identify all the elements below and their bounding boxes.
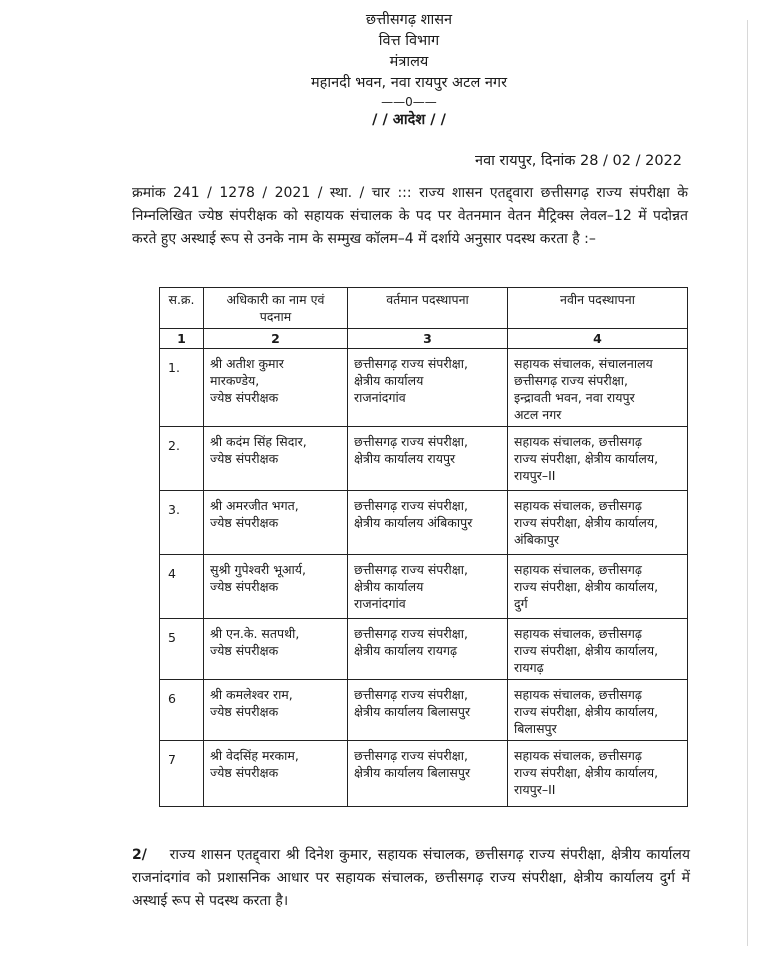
new-posting-line: राज्य संपरीक्षा, क्षेत्रीय कार्यालय,	[514, 765, 659, 780]
current-posting	[348, 619, 508, 680]
new-posting	[508, 349, 688, 427]
new-posting-line: सहायक संचालक, छत्तीसगढ़	[514, 748, 642, 763]
separator: ——0——	[381, 95, 437, 109]
column-number-row	[160, 329, 688, 349]
table-row	[160, 619, 688, 680]
serial-number: 6	[160, 680, 204, 741]
current-posting	[348, 680, 508, 741]
ministry-name: मंत्रालय	[389, 54, 429, 70]
paragraph-number: 2/	[132, 847, 147, 863]
government-name: छत्तीसगढ़ शासन	[365, 12, 453, 28]
new-posting	[508, 741, 688, 807]
new-posting-line: दुर्ग	[514, 596, 528, 611]
header-name: अधिकारी का नाम एवं पदनाम	[204, 288, 348, 329]
new-posting-line: इन्द्रावती भवन, नवा रायपुर	[514, 390, 635, 405]
col-number: 3	[348, 329, 508, 349]
header-new-posting: नवीन पदस्थापना	[508, 288, 688, 329]
officer-name-line: मारकण्डेय,	[210, 373, 260, 388]
current-posting	[348, 349, 508, 427]
officer-name-line: श्री वेदसिंह मरकाम,	[210, 748, 299, 763]
new-posting	[508, 619, 688, 680]
serial-number: 3.	[160, 491, 204, 555]
serial-number: 5	[160, 619, 204, 680]
new-posting-line: सहायक संचालक, छत्तीसगढ़	[514, 626, 642, 641]
current-posting	[348, 741, 508, 807]
new-posting-line: राज्य संपरीक्षा, क्षेत्रीय कार्यालय,	[514, 643, 659, 658]
new-posting-line: छत्तीसगढ़ राज्य संपरीक्षा,	[514, 373, 628, 388]
officer-name	[204, 349, 348, 427]
officer-name-line: ज्येष्ठ संपरीक्षक	[210, 579, 279, 594]
officer-name-line: श्री कमलेश्वर राम,	[210, 687, 293, 702]
table-row	[160, 555, 688, 619]
order-paragraph-2	[132, 844, 690, 913]
current-posting-line: छत्तीसगढ़ राज्य संपरीक्षा,	[354, 748, 468, 763]
new-posting-line: बिलासपुर	[514, 721, 557, 736]
current-posting-line: छत्तीसगढ़ राज्य संपरीक्षा,	[354, 434, 468, 449]
officer-name-line: श्री अतीश कुमार	[210, 356, 284, 371]
table-row	[160, 680, 688, 741]
new-posting-line: सहायक संचालक, छत्तीसगढ़	[514, 434, 642, 449]
current-posting-line: क्षेत्रीय कार्यालय बिलासपुर	[354, 765, 471, 780]
col-number: 4	[508, 329, 688, 349]
current-posting	[348, 427, 508, 491]
order-title: / / आदेश / /	[372, 112, 446, 128]
new-posting-line: रायपुर–II	[514, 468, 556, 483]
current-posting	[348, 555, 508, 619]
letterhead	[0, 10, 768, 131]
table-header-row	[160, 288, 688, 329]
current-posting-line: क्षेत्रीय कार्यालय	[354, 373, 424, 388]
current-posting-line: राजनांदगांव	[354, 596, 406, 611]
serial-number: 4	[160, 555, 204, 619]
current-posting-line: छत्तीसगढ़ राज्य संपरीक्षा,	[354, 498, 468, 513]
officer-name	[204, 491, 348, 555]
col-number: 1	[160, 329, 204, 349]
new-posting	[508, 680, 688, 741]
new-posting-line: रायगढ़	[514, 660, 544, 675]
current-posting-line: क्षेत्रीय कार्यालय	[354, 579, 424, 594]
officer-name	[204, 619, 348, 680]
table-row	[160, 491, 688, 555]
current-posting-line: क्षेत्रीय कार्यालय रायगढ़	[354, 643, 458, 658]
officer-name	[204, 741, 348, 807]
table-body	[160, 349, 688, 807]
new-posting-line: सहायक संचालक, छत्तीसगढ़	[514, 687, 642, 702]
officer-name	[204, 680, 348, 741]
new-posting-line: राज्य संपरीक्षा, क्षेत्रीय कार्यालय,	[514, 704, 659, 719]
new-posting-line: राज्य संपरीक्षा, क्षेत्रीय कार्यालय,	[514, 515, 659, 530]
page-edge-line	[747, 20, 748, 946]
current-posting-line: क्षेत्रीय कार्यालय बिलासपुर	[354, 704, 471, 719]
order-paragraph-1: क्रमांक 2‌4‌1 / 1278 / 2021 / स्था. / चार ::: राज्य शासन एतद्द्वारा छत्तीसगढ़ राज्य संपरीक्षा के निम्नलिखित ज्येष्ठ संपरीक्षक को सहायक संचालक के पद पर वेतनमान वेतन मैट्रिक्स लेवल–12 में पदोन्नत करते हुए अस्थाई रूप से उनके नाम के सम्मुख कॉलम–4 में दर्शाये अनुसार पदस्थ करता है :–	[132, 185, 688, 247]
officer-name-line: सुश्री गुपेश्वरी भूआर्य,	[210, 562, 307, 577]
department-name: वित्त विभाग	[378, 33, 440, 49]
new-posting-line: रायपुर–II	[514, 782, 556, 797]
current-posting-line: राजनांदगांव	[354, 390, 406, 405]
current-posting-line: क्षेत्रीय कार्यालय अंबिकापुर	[354, 515, 473, 530]
current-posting-line: छत्तीसगढ़ राज्य संपरीक्षा,	[354, 626, 468, 641]
officer-name-line: ज्येष्ठ संपरीक्षक	[210, 515, 279, 530]
new-posting-line: सहायक संचालक, छत्तीसगढ़	[514, 562, 642, 577]
table-row	[160, 349, 688, 427]
new-posting-line: अटल नगर	[514, 407, 562, 422]
serial-number: 1.	[160, 349, 204, 427]
address-line: महानदी भवन, नवा रायपुर अटल नगर	[310, 75, 508, 91]
table-row	[160, 741, 688, 807]
current-posting	[348, 491, 508, 555]
paragraph-text: राज्य शासन एतद्द्वारा श्री दिनेश कुमार, सहायक संचालक, छत्तीसगढ़ राज्य संपरीक्षा, क्षेत्रीय कार्यालय राजनांदगांव को प्रशासनिक आधार पर सहायक संचालक, छत्तीसगढ़ राज्य संपरीक्षा, क्षेत्रीय कार्यालय दुर्ग में अस्थाई रूप से पदस्थ करता है।	[132, 847, 690, 909]
officer-name-line: श्री कदंम सिंह सिदार,	[210, 434, 307, 449]
header-sno: स.क्र.	[160, 288, 204, 329]
new-posting-line: सहायक संचालक, संचालनालय	[514, 356, 653, 371]
table-row	[160, 427, 688, 491]
col-number: 2	[204, 329, 348, 349]
serial-number: 2.	[160, 427, 204, 491]
new-posting	[508, 427, 688, 491]
current-posting-line: छत्तीसगढ़ राज्य संपरीक्षा,	[354, 687, 468, 702]
officer-name-line: ज्येष्ठ संपरीक्षक	[210, 451, 279, 466]
officer-name-line: ज्येष्ठ संपरीक्षक	[210, 765, 279, 780]
current-posting-line: छत्तीसगढ़ राज्य संपरीक्षा,	[354, 356, 468, 371]
officer-name	[204, 555, 348, 619]
officer-name-line: श्री एन.के. सतपथी,	[210, 626, 300, 641]
serial-number: 7	[160, 741, 204, 807]
current-posting-line: क्षेत्रीय कार्यालय रायपुर	[354, 451, 456, 466]
new-posting-line: राज्य संपरीक्षा, क्षेत्रीय कार्यालय,	[514, 451, 659, 466]
place-and-date: नवा रायपुर, दिनांक 28 / 02 / 2022	[475, 153, 682, 169]
new-posting	[508, 491, 688, 555]
new-posting-line: सहायक संचालक, छत्तीसगढ़	[514, 498, 642, 513]
posting-table	[159, 287, 688, 807]
new-posting	[508, 555, 688, 619]
officer-name-line: ज्येष्ठ संपरीक्षक	[210, 643, 279, 658]
new-posting-line: राज्य संपरीक्षा, क्षेत्रीय कार्यालय,	[514, 579, 659, 594]
officer-name-line: ज्येष्ठ संपरीक्षक	[210, 390, 279, 405]
new-posting-line: अंबिकापुर	[514, 532, 559, 547]
current-posting-line: छत्तीसगढ़ राज्य संपरीक्षा,	[354, 562, 468, 577]
officer-name-line: श्री अमरजीत भगत,	[210, 498, 299, 513]
officer-name	[204, 427, 348, 491]
officer-name-line: ज्येष्ठ संपरीक्षक	[210, 704, 279, 719]
header-current-posting: वर्तमान पदस्थापना	[348, 288, 508, 329]
